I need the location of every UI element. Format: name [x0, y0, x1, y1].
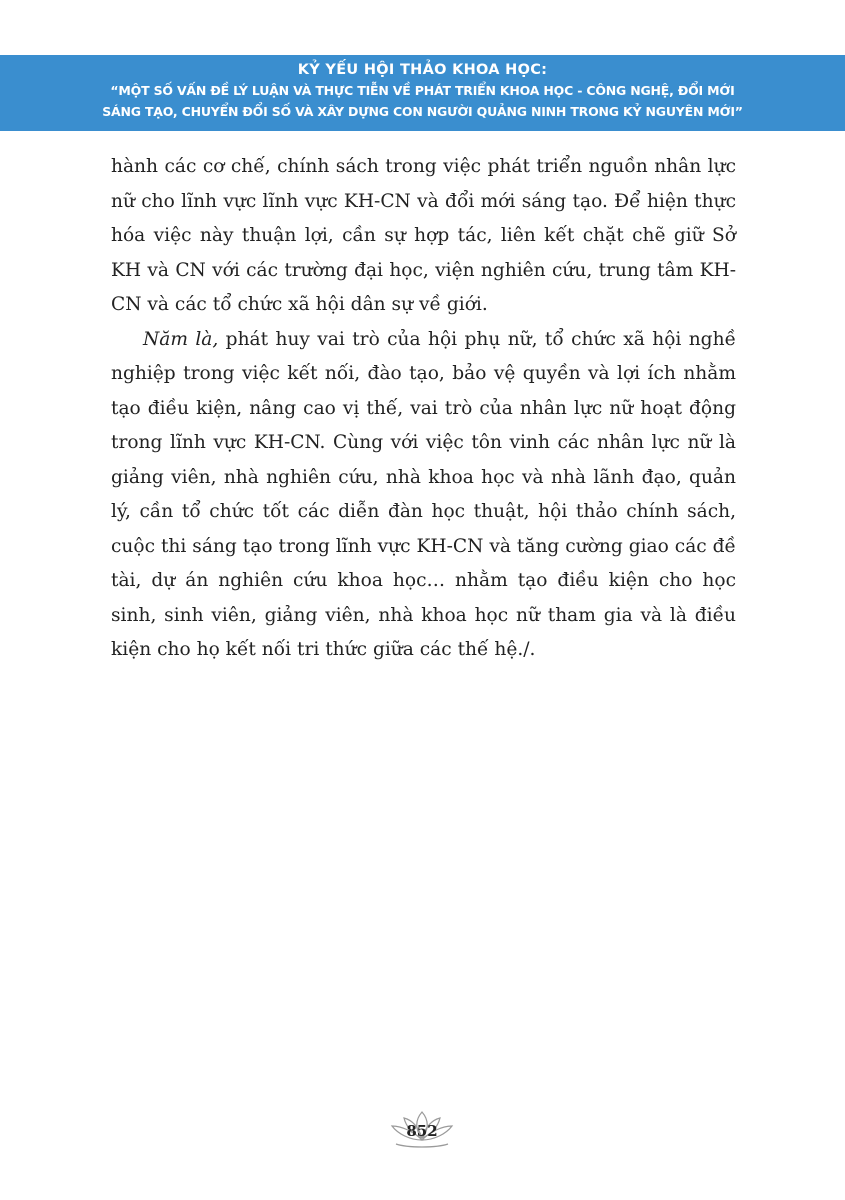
paragraph-1: hành các cơ chế, chính sách trong việc phát triển nguồn nhân lực nữ cho lĩnh vực lĩnh vực KH-CN và đổi mới sáng tạo. Để hiện thực hóa việc này thuận lợi, cần sự hợp tác, liên kết chặt chẽ giữ Sở KH và CN với các trường đại học, viện nghiên cứu, trung tâm KH-CN và các tổ chức xã hội dân sự về giới. [111, 156, 736, 315]
header-band [0, 55, 845, 131]
paragraph-2-lead: Năm là, [143, 328, 219, 350]
header-title: KỶ YẾU HỘI THẢO KHOA HỌC: [297, 62, 548, 78]
paragraph-2-text: phát huy vai trò của hội phụ nữ, tổ chức xã hội nghề nghiệp trong việc kết nối, đào tạo, bảo vệ quyền và lợi ích nhằm tạo điều kiện, nâng cao vị thế, vai trò của nhân lực nữ hoạt động trong lĩnh vực KH-CN. Cùng với việc tôn vinh các nhân lực nữ là giảng viên, nhà nghiên cứu, nhà khoa học và nhà lãnh đạo, quản lý, cần tổ chức tốt các diễn đàn học thuật, hội thảo chính sách, cuộc thi sáng tạo trong lĩnh vực KH-CN và tăng cường giao các đề tài, dự án nghiên cứu khoa học… nhằm tạo điều kiện cho học sinh, sinh viên, giảng viên, nhà khoa học nữ tham gia và là điều kiện cho họ kết nối tri thức giữa các thế hệ./. [111, 328, 737, 660]
page-footer [388, 1108, 456, 1152]
body-text [111, 150, 736, 668]
page-number: 852 [406, 1122, 438, 1140]
header-subtitle-line1: “MỘT SỐ VẤN ĐỀ LÝ LUẬN VÀ THỰC TIỄN VỀ PHÁT TRIỂN KHOA HỌC - CÔNG NGHỆ, ĐỔI MỚI [110, 83, 735, 98]
paragraph-2 [111, 323, 736, 668]
header-subtitle-line2: SÁNG TẠO, CHUYỂN ĐỔI SỐ VÀ XÂY DỰNG CON NGƯỜI QUẢNG NINH TRONG KỶ NGUYÊN MỚI” [102, 104, 743, 119]
